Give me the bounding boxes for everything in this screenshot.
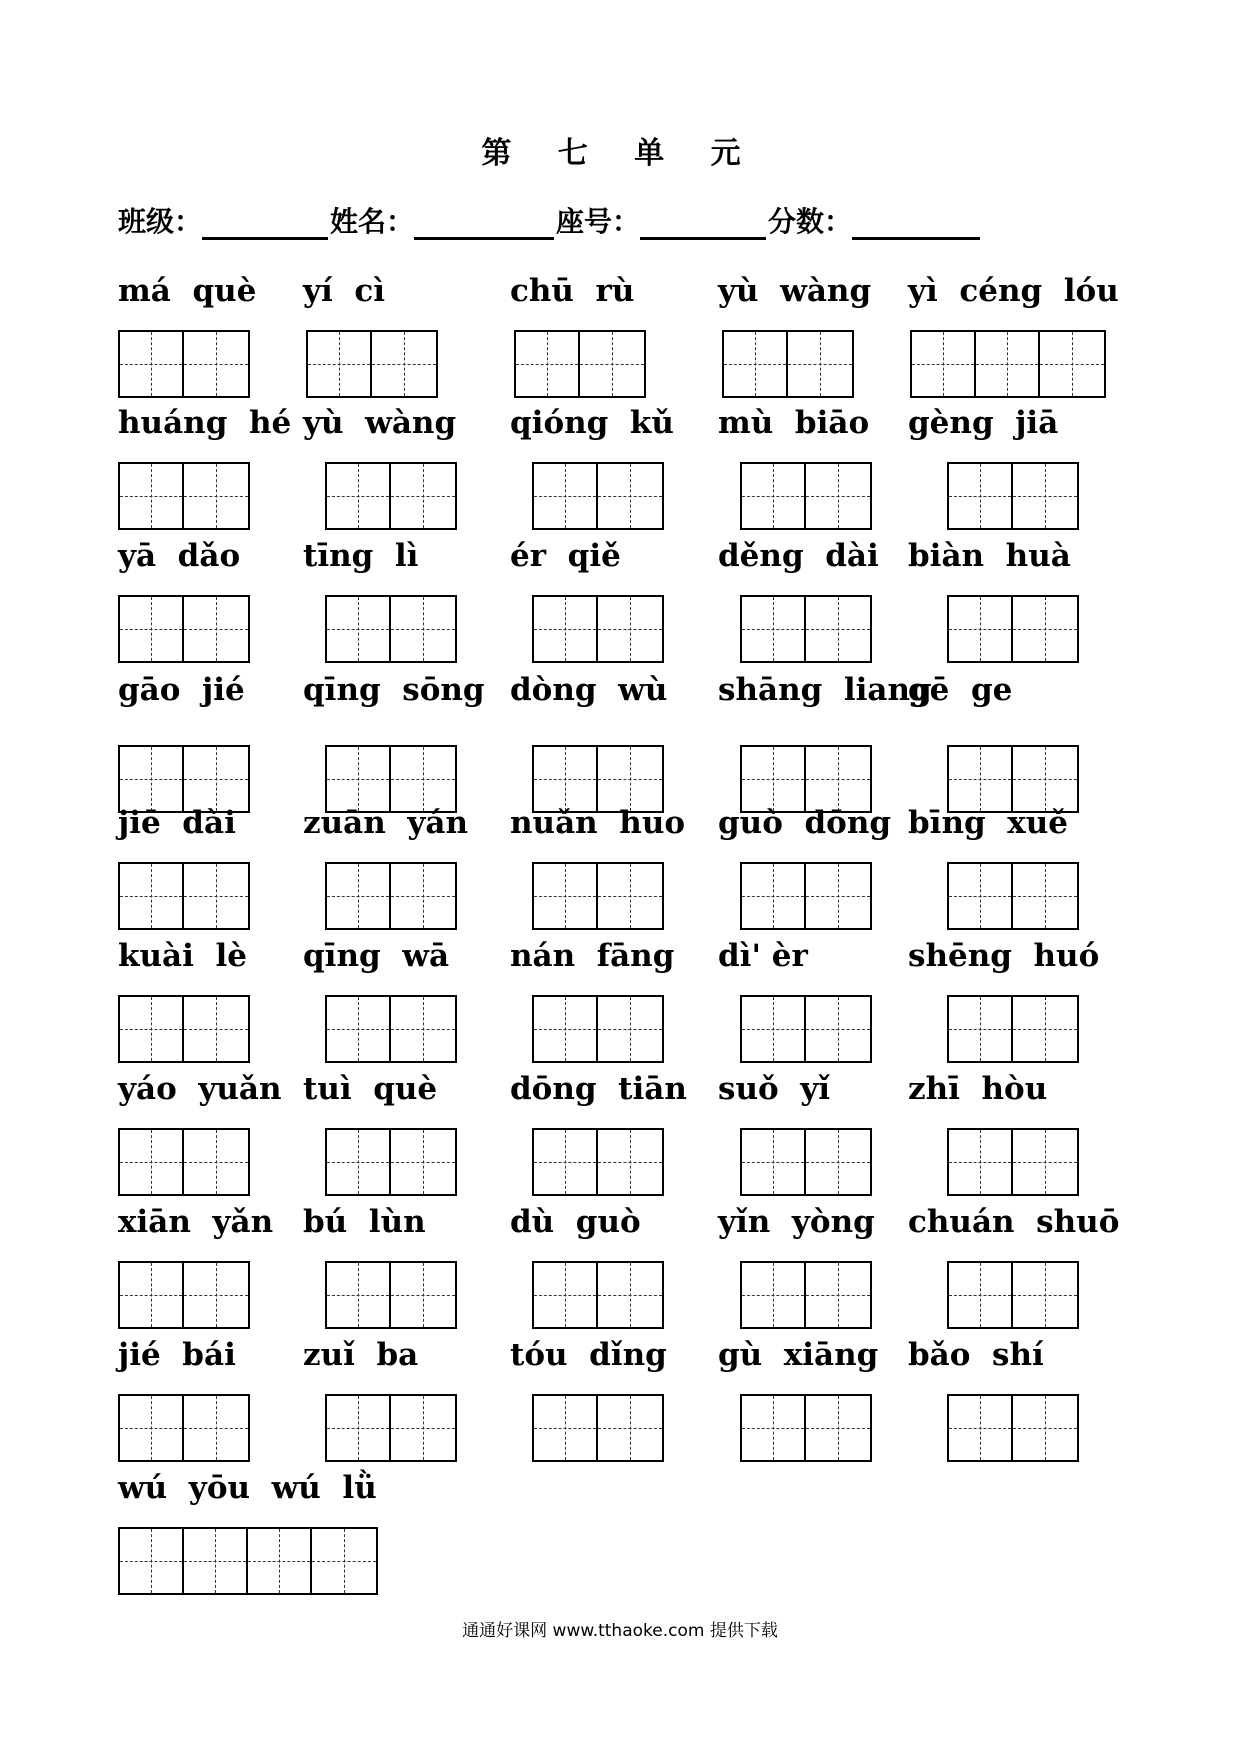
character-cell[interactable] bbox=[120, 1130, 184, 1194]
character-cell[interactable] bbox=[1013, 1263, 1077, 1327]
character-cell[interactable] bbox=[327, 597, 391, 661]
class-label: 班级： bbox=[118, 205, 203, 238]
character-cell[interactable] bbox=[949, 864, 1013, 928]
character-cell[interactable] bbox=[120, 1529, 184, 1593]
pinyin-label: yí cì bbox=[303, 273, 386, 309]
character-cell[interactable] bbox=[327, 1130, 391, 1194]
pinyin-label: xiān yǎn bbox=[118, 1204, 274, 1240]
tianzige-grid[interactable] bbox=[740, 862, 872, 930]
tianzige-grid[interactable] bbox=[118, 1128, 250, 1196]
tianzige-grid[interactable] bbox=[118, 595, 250, 663]
tianzige-grid[interactable] bbox=[118, 995, 250, 1063]
character-cell[interactable] bbox=[598, 1263, 662, 1327]
pinyin-label: gù xiāng bbox=[718, 1337, 879, 1373]
character-cell[interactable] bbox=[949, 464, 1013, 528]
pinyin-label: qióng kǔ bbox=[510, 405, 674, 441]
character-cell[interactable] bbox=[598, 464, 662, 528]
tianzige-grid[interactable] bbox=[306, 330, 438, 398]
character-cell[interactable] bbox=[598, 864, 662, 928]
character-cell[interactable] bbox=[806, 1263, 870, 1327]
character-cell[interactable] bbox=[308, 332, 372, 396]
character-cell[interactable] bbox=[391, 864, 455, 928]
tianzige-grid[interactable] bbox=[514, 330, 646, 398]
pinyin-label: dù guò bbox=[510, 1204, 641, 1240]
tianzige-grid[interactable] bbox=[740, 462, 872, 530]
character-cell[interactable] bbox=[976, 332, 1040, 396]
tianzige-grid[interactable] bbox=[947, 862, 1079, 930]
character-cell[interactable] bbox=[1013, 997, 1077, 1061]
character-cell[interactable] bbox=[534, 597, 598, 661]
name-label: 姓名： bbox=[330, 205, 415, 238]
score-blank[interactable] bbox=[852, 203, 980, 240]
character-cell[interactable] bbox=[327, 864, 391, 928]
tianzige-grid[interactable] bbox=[532, 1261, 664, 1329]
pinyin-label: dōng tiān bbox=[510, 1071, 687, 1107]
character-cell[interactable] bbox=[806, 1396, 870, 1460]
pinyin-label: yáo yuǎn bbox=[118, 1071, 282, 1107]
pinyin-label: wú yōu wú lǜ bbox=[118, 1470, 377, 1506]
tianzige-grid[interactable] bbox=[532, 995, 664, 1063]
tianzige-grid[interactable] bbox=[532, 462, 664, 530]
pinyin-label: huáng hé bbox=[118, 405, 292, 441]
character-cell[interactable] bbox=[120, 1396, 184, 1460]
character-cell[interactable] bbox=[742, 597, 806, 661]
character-cell[interactable] bbox=[598, 597, 662, 661]
character-cell[interactable] bbox=[806, 464, 870, 528]
character-cell[interactable] bbox=[534, 864, 598, 928]
pinyin-label: yā dǎo bbox=[118, 538, 241, 574]
tianzige-grid[interactable] bbox=[118, 1394, 250, 1462]
tianzige-grid[interactable] bbox=[532, 862, 664, 930]
tianzige-grid[interactable] bbox=[532, 1394, 664, 1462]
pinyin-label: shāng liang bbox=[718, 672, 932, 708]
character-cell[interactable] bbox=[184, 1130, 248, 1194]
character-cell[interactable] bbox=[184, 997, 248, 1061]
pinyin-label: yù wàng bbox=[303, 405, 457, 441]
character-cell[interactable] bbox=[724, 332, 788, 396]
character-cell[interactable] bbox=[1013, 597, 1077, 661]
character-cell[interactable] bbox=[184, 597, 248, 661]
tianzige-grid[interactable] bbox=[118, 862, 250, 930]
character-cell[interactable] bbox=[580, 332, 644, 396]
character-cell[interactable] bbox=[120, 597, 184, 661]
character-cell[interactable] bbox=[598, 1130, 662, 1194]
character-cell[interactable] bbox=[949, 1130, 1013, 1194]
character-cell[interactable] bbox=[912, 332, 976, 396]
pinyin-label: shēng huó bbox=[908, 938, 1100, 974]
character-cell[interactable] bbox=[534, 1396, 598, 1460]
pinyin-label: qīng sōng bbox=[303, 672, 485, 708]
seat-number-blank[interactable] bbox=[640, 203, 766, 240]
character-cell[interactable] bbox=[1013, 1130, 1077, 1194]
character-cell[interactable] bbox=[184, 332, 248, 396]
pinyin-label: dòng wù bbox=[510, 672, 668, 708]
pinyin-label: mù biāo bbox=[718, 405, 870, 441]
character-cell[interactable] bbox=[184, 1396, 248, 1460]
pinyin-label: qīng wā bbox=[303, 938, 450, 974]
character-cell[interactable] bbox=[534, 464, 598, 528]
tianzige-grid[interactable] bbox=[740, 995, 872, 1063]
pinyin-label: yì céng lóu bbox=[908, 273, 1119, 309]
score-label: 分数： bbox=[768, 205, 853, 238]
pinyin-label: zuān yán bbox=[303, 805, 468, 841]
pinyin-label: má què bbox=[118, 273, 257, 309]
tianzige-grid[interactable] bbox=[947, 1261, 1079, 1329]
character-cell[interactable] bbox=[949, 997, 1013, 1061]
tianzige-grid[interactable] bbox=[325, 1394, 457, 1462]
character-cell[interactable] bbox=[327, 1263, 391, 1327]
tianzige-grid[interactable] bbox=[532, 1128, 664, 1196]
pinyin-label: yǐn yòng bbox=[718, 1204, 875, 1240]
pinyin-label: chuán shuō bbox=[908, 1204, 1120, 1240]
tianzige-grid[interactable] bbox=[325, 1128, 457, 1196]
pinyin-label: nuǎn huo bbox=[510, 805, 686, 841]
worksheet-title: 第 七 单 元 bbox=[481, 136, 759, 171]
tianzige-grid[interactable] bbox=[910, 330, 1106, 398]
character-cell[interactable] bbox=[742, 1396, 806, 1460]
character-cell[interactable] bbox=[949, 597, 1013, 661]
tianzige-grid[interactable] bbox=[118, 1527, 378, 1595]
character-cell[interactable] bbox=[742, 464, 806, 528]
pinyin-label: bǎo shí bbox=[908, 1337, 1044, 1373]
character-cell[interactable] bbox=[327, 1396, 391, 1460]
character-cell[interactable] bbox=[327, 464, 391, 528]
character-cell[interactable] bbox=[742, 997, 806, 1061]
character-cell[interactable] bbox=[1013, 1396, 1077, 1460]
character-cell[interactable] bbox=[391, 1130, 455, 1194]
pinyin-label: ér qiě bbox=[510, 538, 621, 574]
pinyin-label: dì' èr bbox=[718, 938, 808, 974]
character-cell[interactable] bbox=[120, 332, 184, 396]
tianzige-grid[interactable] bbox=[532, 595, 664, 663]
character-cell[interactable] bbox=[327, 997, 391, 1061]
character-cell[interactable] bbox=[184, 1529, 248, 1593]
character-cell[interactable] bbox=[806, 864, 870, 928]
character-cell[interactable] bbox=[248, 1529, 312, 1593]
tianzige-grid[interactable] bbox=[325, 1261, 457, 1329]
seat-number-label: 座号： bbox=[556, 205, 641, 238]
student-info-row bbox=[118, 196, 982, 240]
character-cell[interactable] bbox=[391, 597, 455, 661]
tianzige-grid[interactable] bbox=[325, 862, 457, 930]
pinyin-label: děng dài bbox=[718, 538, 879, 574]
footer-source: 通通好课网 www.tthaoke.com 提供下载 bbox=[462, 1621, 778, 1641]
character-cell[interactable] bbox=[1013, 464, 1077, 528]
character-cell[interactable] bbox=[788, 332, 852, 396]
pinyin-label: bú lùn bbox=[303, 1204, 426, 1240]
pinyin-label: tuì què bbox=[303, 1071, 438, 1107]
character-cell[interactable] bbox=[949, 1396, 1013, 1460]
character-cell[interactable] bbox=[1013, 864, 1077, 928]
tianzige-grid[interactable] bbox=[325, 995, 457, 1063]
tianzige-grid[interactable] bbox=[947, 1394, 1079, 1462]
character-cell[interactable] bbox=[516, 332, 580, 396]
character-cell[interactable] bbox=[806, 997, 870, 1061]
character-cell[interactable] bbox=[312, 1529, 376, 1593]
pinyin-label: zuǐ ba bbox=[303, 1337, 419, 1373]
pinyin-label: gèng jiā bbox=[908, 405, 1059, 441]
tianzige-grid[interactable] bbox=[947, 995, 1079, 1063]
tianzige-grid[interactable] bbox=[947, 462, 1079, 530]
character-cell[interactable] bbox=[534, 997, 598, 1061]
pinyin-label: gē ge bbox=[908, 672, 1013, 708]
pinyin-label: jiē dài bbox=[118, 805, 236, 841]
character-cell[interactable] bbox=[391, 997, 455, 1061]
tianzige-grid[interactable] bbox=[740, 1128, 872, 1196]
tianzige-grid[interactable] bbox=[722, 330, 854, 398]
character-cell[interactable] bbox=[598, 1396, 662, 1460]
pinyin-label: guò dōng bbox=[718, 805, 892, 841]
character-cell[interactable] bbox=[806, 1130, 870, 1194]
character-cell[interactable] bbox=[1040, 332, 1104, 396]
character-cell[interactable] bbox=[120, 1263, 184, 1327]
character-cell[interactable] bbox=[806, 597, 870, 661]
tianzige-grid[interactable] bbox=[947, 1128, 1079, 1196]
character-cell[interactable] bbox=[391, 1396, 455, 1460]
tianzige-grid[interactable] bbox=[740, 1261, 872, 1329]
character-cell[interactable] bbox=[534, 1263, 598, 1327]
pinyin-label: gāo jié bbox=[118, 672, 245, 708]
pinyin-label: zhī hòu bbox=[908, 1071, 1048, 1107]
tianzige-grid[interactable] bbox=[325, 595, 457, 663]
character-cell[interactable] bbox=[120, 997, 184, 1061]
character-cell[interactable] bbox=[391, 464, 455, 528]
tianzige-grid[interactable] bbox=[118, 462, 250, 530]
pinyin-label: tóu dǐng bbox=[510, 1337, 667, 1373]
character-cell[interactable] bbox=[742, 864, 806, 928]
character-cell[interactable] bbox=[534, 1130, 598, 1194]
character-cell[interactable] bbox=[184, 464, 248, 528]
character-cell[interactable] bbox=[184, 1263, 248, 1327]
character-cell[interactable] bbox=[184, 864, 248, 928]
pinyin-label: biàn huà bbox=[908, 538, 1071, 574]
character-cell[interactable] bbox=[372, 332, 436, 396]
tianzige-grid[interactable] bbox=[118, 1261, 250, 1329]
pinyin-label: nán fāng bbox=[510, 938, 675, 974]
name-blank[interactable] bbox=[414, 203, 554, 240]
character-cell[interactable] bbox=[742, 1263, 806, 1327]
character-cell[interactable] bbox=[120, 464, 184, 528]
character-cell[interactable] bbox=[949, 1263, 1013, 1327]
tianzige-grid[interactable] bbox=[740, 595, 872, 663]
pinyin-label: suǒ yǐ bbox=[718, 1071, 831, 1107]
pinyin-label: tīng lì bbox=[303, 538, 419, 574]
character-cell[interactable] bbox=[742, 1130, 806, 1194]
tianzige-grid[interactable] bbox=[325, 462, 457, 530]
tianzige-grid[interactable] bbox=[118, 330, 250, 398]
tianzige-grid[interactable] bbox=[740, 1394, 872, 1462]
character-cell[interactable] bbox=[120, 864, 184, 928]
pinyin-label: chū rù bbox=[510, 273, 635, 309]
pinyin-label: bīng xuě bbox=[908, 805, 1068, 841]
class-blank[interactable] bbox=[202, 203, 328, 240]
character-cell[interactable] bbox=[391, 1263, 455, 1327]
pinyin-label: jié bái bbox=[118, 1337, 236, 1373]
pinyin-label: kuài lè bbox=[118, 938, 247, 974]
pinyin-label: yù wàng bbox=[718, 273, 872, 309]
character-cell[interactable] bbox=[598, 997, 662, 1061]
tianzige-grid[interactable] bbox=[947, 595, 1079, 663]
